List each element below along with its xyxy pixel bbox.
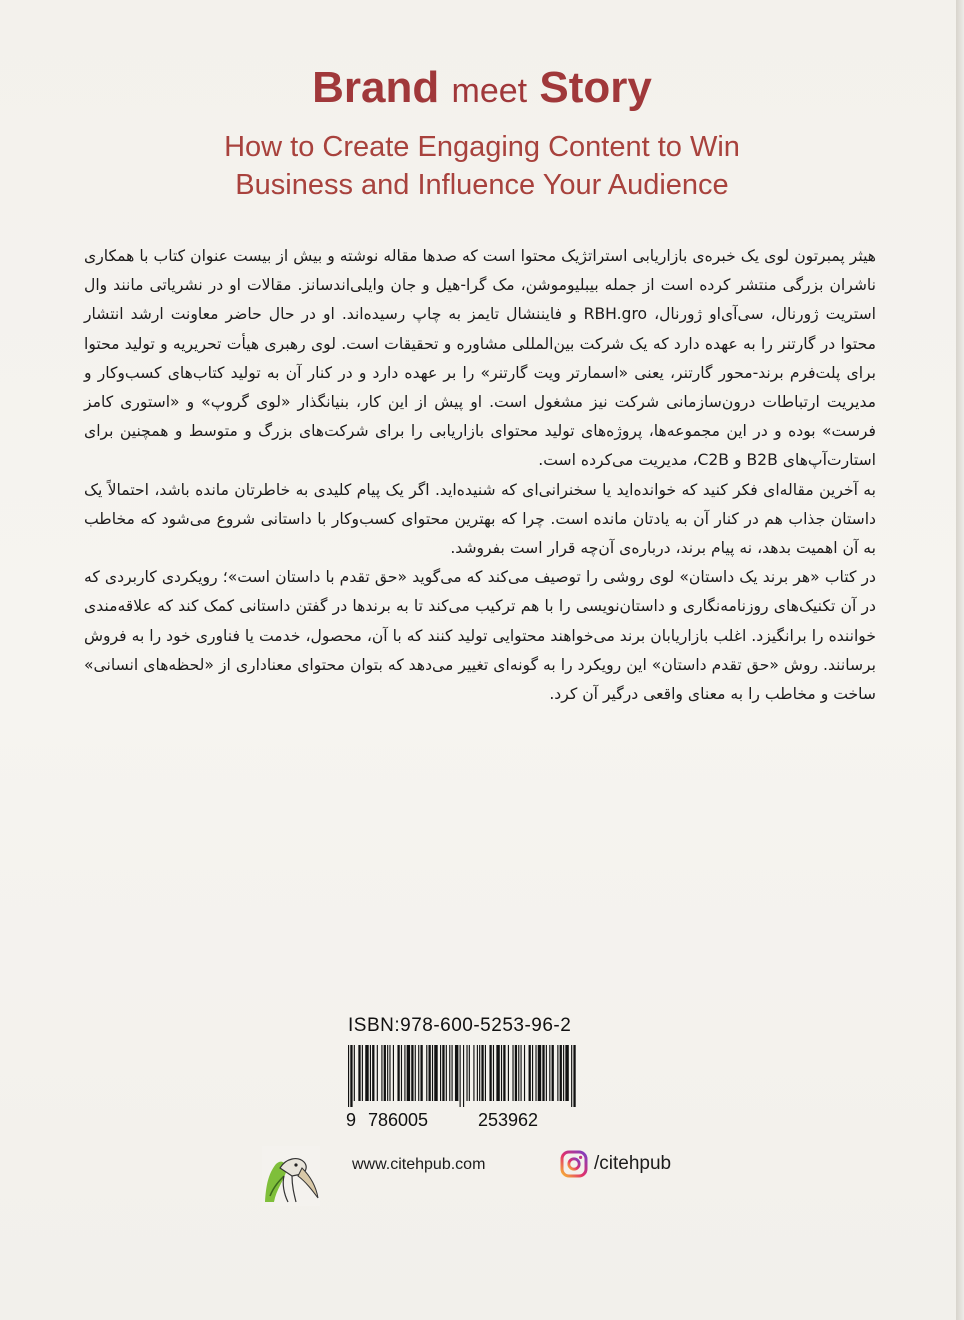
book-subtitle [80, 128, 884, 204]
barcode-group-left: 786005 [368, 1110, 429, 1130]
page-edge [956, 0, 964, 1320]
blurb-paragraph-2: به آخرین مقاله‌ای فکر کنید که خوانده‌اید یا سخنرانی‌ای که شنیده‌اید. اگر یک پیام کلیدی به خاطرتان مانده باشد، احتمالاً یک داستان جذاب هم در کنار آن به یادتان مانده است. چرا که بهترین محتوای کسب‌وکار با داستانی شروع می‌شود که مخاطب به آن اهمیت بدهد، نه پیام برند، درباره‌ی آن‌چه قرار است بفروشد. [84, 480, 876, 558]
book-title [0, 60, 964, 119]
isbn-label: ISBN:978-600-5253-96-2 [348, 1015, 572, 1036]
blurb-text [84, 242, 876, 709]
barcode [346, 1045, 576, 1107]
website-link[interactable]: www.citehpub.com [352, 1156, 486, 1173]
barcode-digit-first: 9 [346, 1110, 357, 1130]
bird-logo-icon [262, 1146, 320, 1206]
blurb-paragraph-1: هیثر پمبرتون لوی یک خبره‌ی بازاریابی استراتژیک محتوا است که صدها مقاله نوشته و بیش از بیست عنوان کتاب با همکاری ناشران بزرگی منتشر کرده است از جمله بیبلیوموشن، مک گرا-هیل و جان وایلی‌اندسانز. مقالات او در نشریاتی مانند وال استریت ژورنال، سی‌آی‌او ژورنال، RBH.gro و فایننشال تایمز به چاپ رسیده‌اند. او در حال حاضر معاونت ارشد انتشار محتوا در گارتنر را به عهده دارد که یک شرکت بین‌المللی مشاوره و تحقیقات است. لوی رهبری هیأت تحریریه و تولید محتوا برای پلت‌فرم برند-محور گارتنر، یعنی «اسمارتر ویت گارتنر» را بر عهده دارد و در کنار آن به تولید کتاب‌های کسب‌وکار و مدیریت ارتباطات درون‌سازمانی شرکت نیز مشغول است. او پیش از این کار، بنیانگذار «لوی گروپ» و «استوری کامز فرست» بوده و در این مجموعه‌ها، پروژه‌های تولید محتوای بازاریابی را برای شرکت‌های بزرگ و متوسط و همچنین برای استارت‌آپ‌های B2B و C2B، مدیریت می‌کرده است. [84, 247, 876, 470]
title-meet: meet [451, 72, 528, 110]
barcode-group-right: 253962 [478, 1110, 539, 1130]
subtitle-line-2: Business and Influence Your Audience [235, 169, 729, 201]
instagram-icon[interactable] [560, 1150, 588, 1178]
title-story: Story [539, 63, 652, 112]
blurb-paragraph-3: در کتاب «هر برند یک داستان» لوی روشی را توصیف می‌کند که می‌گوید «حق تقدم با داستان است»؛ رویکردی کاربردی که در آن تکنیک‌های روزنامه‌نگاری و داستان‌نویسی را با هم ترکیب می‌کند تا به برندها در گفتن داستانی کمک کند که علاقه‌مندی خواننده را برانگیزد. اغلب بازاریابان برند می‌خواهند محتوایی تولید کنند که با آن، محصول، خدمت یا فناوری خود را به فروش برسانند. روش «حق تقدم داستان» این رویکرد را به گونه‌ای تغییر می‌دهد که بتوان محتوای معناداری از «لحظه‌های انسانی» ساخت و مخاطب را به معنای واقعی درگیر آن کرد. [84, 568, 876, 704]
instagram-handle[interactable]: /citehpub [594, 1153, 672, 1174]
subtitle-line-1: How to Create Engaging Content to Win [224, 131, 740, 163]
title-brand: Brand [312, 63, 440, 112]
